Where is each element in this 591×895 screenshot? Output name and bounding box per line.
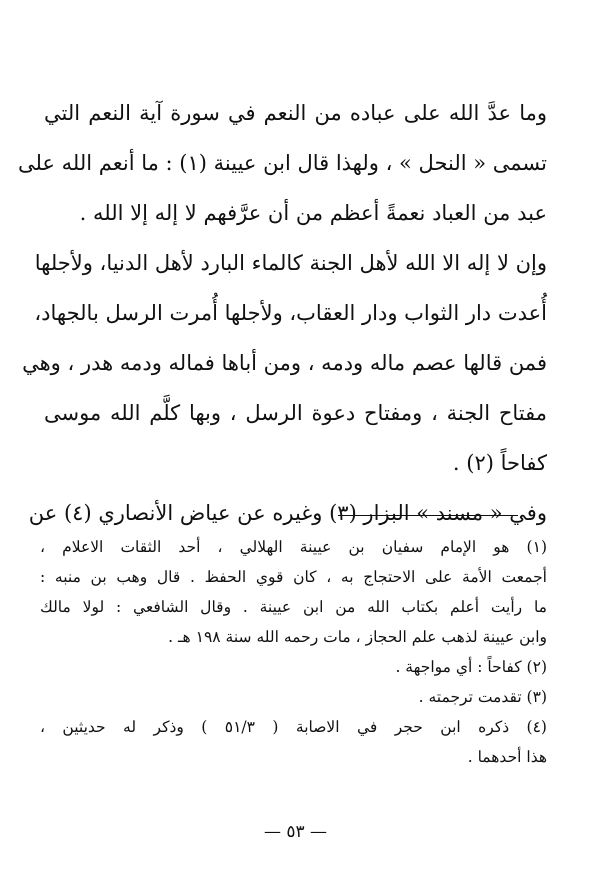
footnote-line: وابن عيينة لذهب علم الحجاز ، مات رحمه الله سنة ١٩٨ هـ .	[168, 628, 547, 646]
footnotes	[40, 532, 547, 772]
text-line: وما عدَّ الله على عباده من النعم في سورة آية النعم التي	[44, 101, 547, 125]
footnote-line: (٢) كفاحاً : أي مواجهة .	[395, 658, 547, 676]
text-line: أُعدت دار الثواب ودار العقاب، ولأجلها أُمرت الرسل بالجهاد،	[34, 301, 547, 325]
footnote-line: (٤) ذكره ابن حجر في الاصابة ( ٥١/٣ ) وذكر له حديثين ،	[40, 718, 547, 736]
text-line: تسمى « النحل » ، ولهذا قال ابن عيينة (١) : ما أنعم الله على	[17, 151, 547, 175]
footnote-line: (٣) تقدمت ترجمته .	[418, 688, 547, 706]
footnote-line: (١) هو الإمام سفيان بن عيينة الهلالي ، أحد الثقات الاعلام ،	[40, 538, 547, 556]
text-line: كفاحاً (٢) .	[452, 451, 547, 475]
page-number: — ٥٣ —	[263, 822, 328, 842]
text-line: عبد من العباد نعمةً أعظم من أن عرَّفهم لا إله إلا الله .	[79, 201, 547, 225]
footnote-line: أجمعت الأمة على الاحتجاج به ، كان قوي الحفظ . قال وهب بن منبه :	[40, 568, 547, 586]
main-text	[17, 88, 547, 538]
text-line: فمن قالها عصم ماله ودمه ، ومن أباها فماله ودمه هدر ، وهي	[22, 351, 547, 375]
footnote-line: ما رأيت أعلم بكتاب الله من ابن عيينة . وقال الشافعي : لولا مالك	[40, 598, 547, 616]
footnote-line: هذا أحدهما .	[467, 748, 547, 766]
text-line: وفي « مسند » البزار (٣) وغيره عن عياض الأنصاري (٤) عن	[28, 501, 547, 525]
footnote-divider	[338, 515, 518, 516]
text-line: مفتاح الجنة ، ومفتاح دعوة الرسل ، وبها كلَّم الله موسى	[44, 401, 547, 425]
text-line: وإن لا إله الا الله لأهل الجنة كالماء البارد لأهل الدنيا، ولأجلها	[34, 251, 547, 275]
